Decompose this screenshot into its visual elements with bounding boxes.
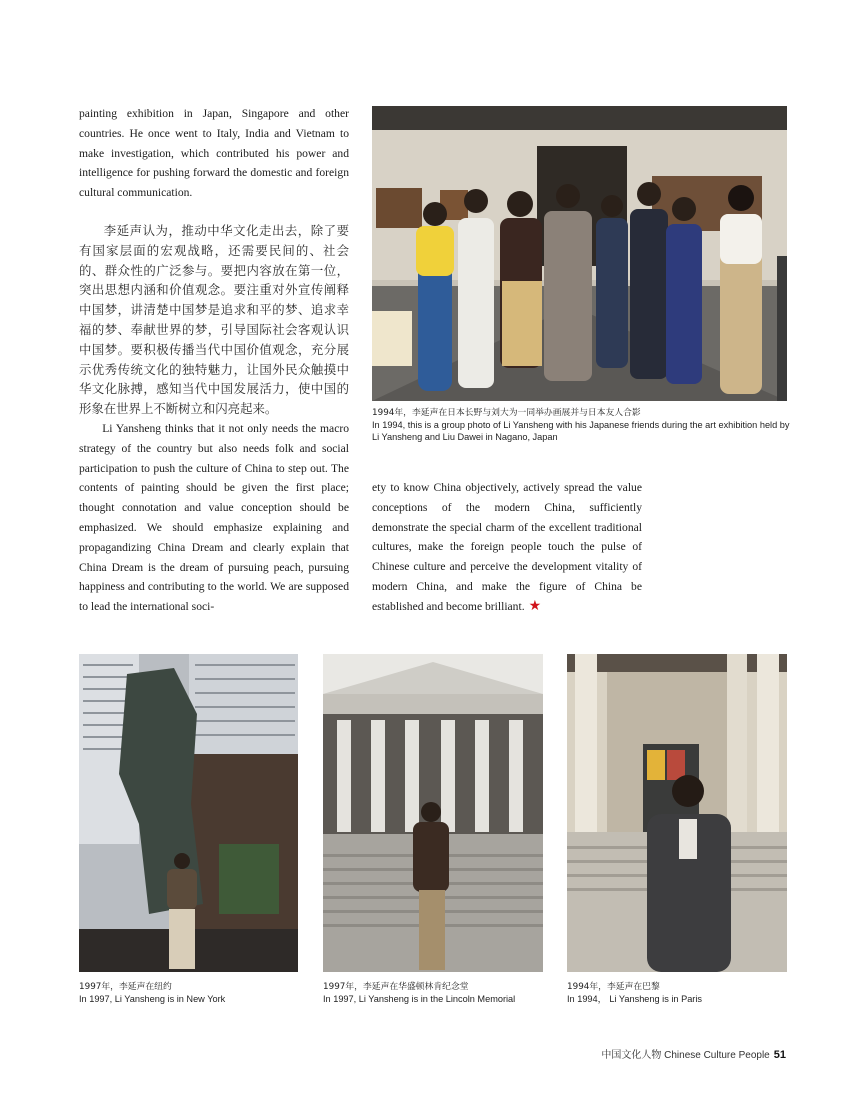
paragraph-english-3 bbox=[372, 478, 642, 617]
caption-paris bbox=[567, 982, 797, 1006]
paragraph-chinese: 李延声认为，推动中华文化走出去，除了要有国家层面的宏观战略，还需要民间的、社会的、群众性的广泛参与。要把内容放在第一位，突出思想内涵和价值观念。要注重对外宣传阐释中国梦，讲清楚中国梦是追求和平的梦、追求幸福的梦、奉献世界的梦，引导国际社会客观认识中国梦。要积极传播当代中国价值观念，充分展示优秀传统文化的独特魅力，让国外民众触摸中华文化脉搏，感知当代中国发展活力，使中国的形象在世界上不断树立和闪亮起来。 bbox=[79, 222, 349, 417]
paragraph-english-2: Li Yansheng thinks that it not only needs the macro strategy of the country but also needs folk and social participation to push the culture of China to step out. The contents of painting should be given the first place; thought connotation and value conception should be emphasized. We should emphasize explaining and propagandizing China Dream and clearly explain that China Dream is the dream of pursuing peach, pursuing happiness and contributing to the world. We are supposed to lead the international soci- bbox=[79, 421, 349, 614]
caption-group-photo bbox=[372, 408, 792, 443]
caption-new-york-en: In 1997, Li Yansheng is in New York bbox=[79, 993, 226, 1004]
text-column-right bbox=[372, 478, 642, 617]
caption-lincoln-memorial bbox=[323, 982, 553, 1006]
text-column-left bbox=[79, 104, 349, 617]
caption-new-york bbox=[79, 982, 309, 1006]
magazine-name: 中国文化人物 Chinese Culture People bbox=[601, 1050, 770, 1061]
paragraph-english-1: painting exhibition in Japan, Singapore and other countries. He once went to Italy, India and Vietnam to make investigation, which contributed his power and intelligence for pushing forward the domestic and foreign cultural communication. bbox=[79, 107, 349, 200]
paris-photo bbox=[567, 654, 787, 972]
new-york-photo bbox=[79, 654, 298, 972]
page-footer bbox=[601, 1046, 786, 1061]
red-star-icon: ★ bbox=[528, 598, 542, 614]
caption-group-photo-cn: 1994年，李延声在日本长野与刘大为一同举办画展并与日本友人合影 bbox=[372, 408, 641, 418]
paragraph-english-3-text: ety to know China objectively, actively spread the value conceptions of the modern China, sufficiently demonstrate the special charm of the excellent traditional cultures, make the foreign people touch the pulse of Chinese culture and perceive the development vitality of modern China, and make the figure of China be established and become brilliant. bbox=[372, 481, 642, 613]
caption-lincoln-memorial-cn: 1997年，李延声在华盛顿林肯纪念堂 bbox=[323, 982, 469, 992]
page-number: 51 bbox=[773, 1049, 786, 1061]
group-photo bbox=[372, 106, 787, 401]
caption-lincoln-memorial-en: In 1997, Li Yansheng is in the Lincoln Memorial bbox=[323, 993, 516, 1004]
caption-paris-en: In 1994， Li Yansheng is in Paris bbox=[567, 993, 703, 1004]
caption-new-york-cn: 1997年，李延声在纽约 bbox=[79, 982, 172, 992]
lincoln-memorial-photo bbox=[323, 654, 543, 972]
caption-group-photo-en: In 1994, this is a group photo of Li Yansheng with his Japanese friends during the art exhibition held by Li Yansheng and Liu Dawei in Nagano, Japan bbox=[372, 419, 790, 442]
caption-paris-cn: 1994年，李延声在巴黎 bbox=[567, 982, 660, 992]
